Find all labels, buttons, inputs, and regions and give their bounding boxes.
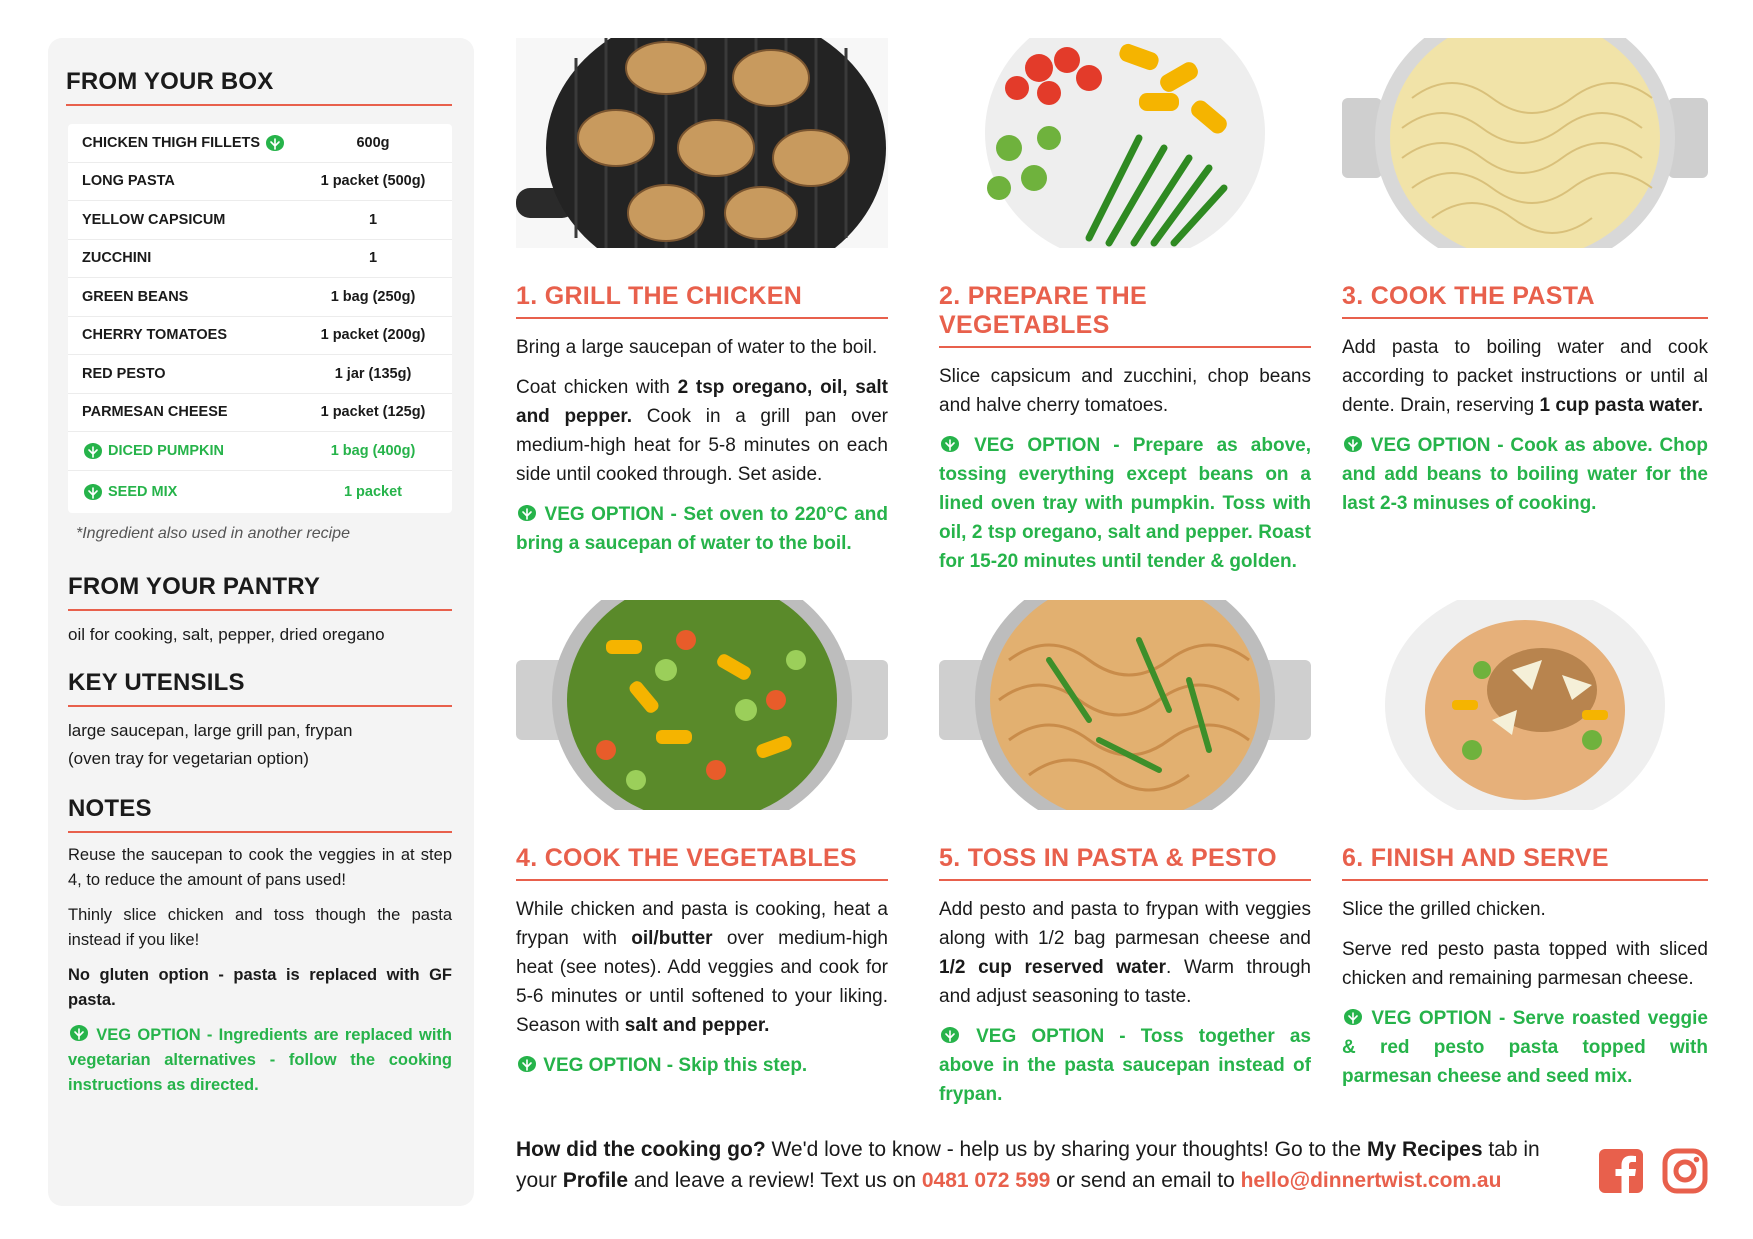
step-5	[939, 600, 1311, 1120]
ingredient-name: CHERRY TOMATOES	[82, 327, 228, 344]
ingredient-quantity: 1 bag (250g)	[330, 288, 416, 305]
ingredient-name: CHICKEN THIGH FILLETS	[68, 133, 308, 153]
step-1	[516, 38, 888, 569]
leaf-icon	[68, 1023, 90, 1043]
phone-link[interactable]: 0481 072 599	[921, 1169, 1051, 1192]
facebook-icon[interactable]	[1598, 1148, 1644, 1194]
step-3-image	[1342, 38, 1708, 248]
ingredient-quantity: 1	[368, 250, 378, 267]
step-6-title: 6. FINISH AND SERVE	[1342, 844, 1708, 881]
utensils-heading: KEY UTENSILS	[68, 669, 452, 707]
ingredient-row	[68, 240, 452, 279]
note-veg: VEG OPTION - Ingredients are replaced with vegetarian alternatives - follow the cooking instructions as directed.	[68, 1023, 452, 1098]
step-1-image	[516, 38, 888, 248]
pantry-heading: FROM YOUR PANTRY	[68, 573, 452, 611]
step-5-image	[939, 600, 1311, 810]
leaf-icon	[939, 1025, 961, 1045]
notes-heading: NOTES	[68, 795, 452, 833]
ingredients-sidebar	[48, 38, 474, 1206]
note-gluten: No gluten option - pasta is replaced with GF pasta.	[68, 965, 452, 1009]
ingredient-quantity: 1 packet (500g)	[320, 173, 426, 190]
step-6-text-2: Serve red pesto pasta topped with sliced chicken and remaining parmesan cheese.	[1342, 939, 1708, 989]
step-4-text-1: While chicken and pasta is cooking, heat a frypan with oil/butter over medium-high heat (see notes). Add veggies and cook for 5-6 minutes or until softened to your liking. Season with salt and pepper.	[516, 899, 888, 1036]
step-6-image	[1342, 600, 1708, 810]
step-4-title: 4. COOK THE VEGETABLES	[516, 844, 888, 881]
leaf-icon	[1342, 434, 1364, 454]
step-5-title: 5. TOSS IN PASTA & PESTO	[939, 844, 1311, 881]
step-2	[939, 38, 1311, 587]
ingredient-name: YELLOW CAPSICUM	[82, 211, 226, 228]
step-4	[516, 600, 888, 1091]
ingredients-table	[68, 124, 452, 513]
ingredient-name: PARMESAN CHEESE	[82, 404, 228, 421]
step-3-text-1: Add pasta to boiling water and cook according to packet instructions or until al dente. Drain, reserving 1 cup pasta water.	[1342, 337, 1708, 416]
leaf-icon	[82, 482, 104, 502]
leaf-icon	[939, 434, 961, 454]
ingredient-name: LONG PASTA	[82, 173, 175, 190]
leaf-icon	[516, 503, 538, 523]
box-heading: FROM YOUR BOX	[66, 68, 452, 106]
ingredient-quantity: 1 packet (200g)	[320, 327, 426, 344]
ingredient-quantity: 600g	[356, 134, 390, 151]
ingredient-name: GREEN BEANS	[82, 288, 189, 305]
step-3-title: 3. COOK THE PASTA	[1342, 282, 1708, 319]
feedback-footer: How did the cooking go? We'd love to know - help us by sharing your thoughts! Go to the My Recipes tab in your Profile and leave a review! Text us on 0481 072 599 or send an email to hello@dinnertwist.com.au	[516, 1138, 1540, 1192]
step-2-text-1: Slice capsicum and zucchini, chop beans and halve cherry tomatoes.	[939, 366, 1311, 416]
ingredient-row	[68, 278, 452, 317]
ingredient-quantity: 1	[368, 211, 378, 228]
step-1-text-1: Bring a large saucepan of water to the boil.	[516, 337, 878, 358]
ingredient-row	[68, 432, 452, 471]
step-5-veg-option: VEG OPTION - Toss together as above in the pasta saucepan instead of frypan.	[939, 1026, 1311, 1105]
step-6-text-1: Slice the grilled chicken.	[1342, 899, 1546, 920]
ingredient-row	[68, 471, 452, 513]
leaf-icon	[1342, 1007, 1364, 1027]
step-2-image	[939, 38, 1311, 248]
utensils-line-2: (oven tray for vegetarian option)	[68, 748, 309, 768]
step-6-veg-option: VEG OPTION - Serve roasted veggie & red pesto pasta topped with parmesan cheese and seed mix.	[1342, 1008, 1708, 1087]
ingredient-row	[68, 355, 452, 394]
step-6	[1342, 600, 1708, 1102]
ingredient-quantity: 1 packet (125g)	[320, 404, 426, 421]
step-2-title: 2. PREPARE THE VEGETABLES	[939, 282, 1311, 348]
step-4-image	[516, 600, 888, 810]
step-4-veg-option: VEG OPTION - Skip this step.	[516, 1051, 888, 1080]
step-5-text-1: Add pesto and pasta to frypan with veggies along with 1/2 bag parmesan cheese and 1/2 cup reserved water. Warm through and adjust seasoning to taste.	[939, 899, 1311, 1007]
utensils-line-1: large saucepan, large grill pan, frypan	[68, 720, 353, 740]
ingredient-row	[68, 201, 452, 240]
step-3	[1342, 38, 1708, 529]
step-2-veg-option: VEG OPTION - Prepare as above, tossing everything except beans on a lined oven tray with pumpkin. Toss with oil, 2 tsp oregano, salt and pepper. Roast for 15-20 minutes until tender & golden.	[939, 435, 1311, 572]
leaf-icon	[516, 1054, 538, 1074]
step-1-text-2: Coat chicken with 2 tsp oregano, oil, salt and pepper. Cook in a grill pan over medium-high heat for 5-8 minutes on each side until cooked through. Set aside.	[516, 377, 888, 485]
ingredient-row	[68, 317, 452, 356]
step-3-veg-option: VEG OPTION - Cook as above. Chop and add beans to boiling water for the last 2-3 minuses of cooking.	[1342, 435, 1708, 514]
note-2: Thinly slice chicken and toss though the pasta instead if you like!	[68, 905, 452, 949]
pantry-text: oil for cooking, salt, pepper, dried oregano	[68, 624, 385, 644]
ingredient-name: RED PESTO	[82, 365, 166, 382]
ingredient-quantity: 1 bag (400g)	[330, 442, 416, 459]
instagram-icon[interactable]	[1662, 1148, 1708, 1194]
ingredient-name: ZUCCHINI	[82, 250, 152, 267]
ingredient-row	[68, 124, 452, 163]
ingredient-name: SEED MIX	[68, 482, 308, 502]
email-link[interactable]: hello@dinnertwist.com.au	[1240, 1169, 1502, 1192]
leaf-icon	[82, 441, 104, 461]
note-1: Reuse the saucepan to cook the veggies in at step 4, to reduce the amount of pans used!	[68, 845, 452, 889]
step-1-veg-option: VEG OPTION - Set oven to 220°C and bring a saucepan of water to the boil.	[516, 504, 888, 554]
leaf-icon	[264, 133, 286, 153]
step-1-title: 1. GRILL THE CHICKEN	[516, 282, 888, 319]
ingredient-row	[68, 163, 452, 202]
ingredient-quantity: 1 packet	[343, 483, 403, 500]
ingredient-row	[68, 394, 452, 433]
ingredient-name: DICED PUMPKIN	[68, 441, 308, 461]
ingredient-quantity: 1 jar (135g)	[334, 365, 412, 382]
ingredient-footnote: *Ingredient also used in another recipe	[76, 524, 350, 542]
